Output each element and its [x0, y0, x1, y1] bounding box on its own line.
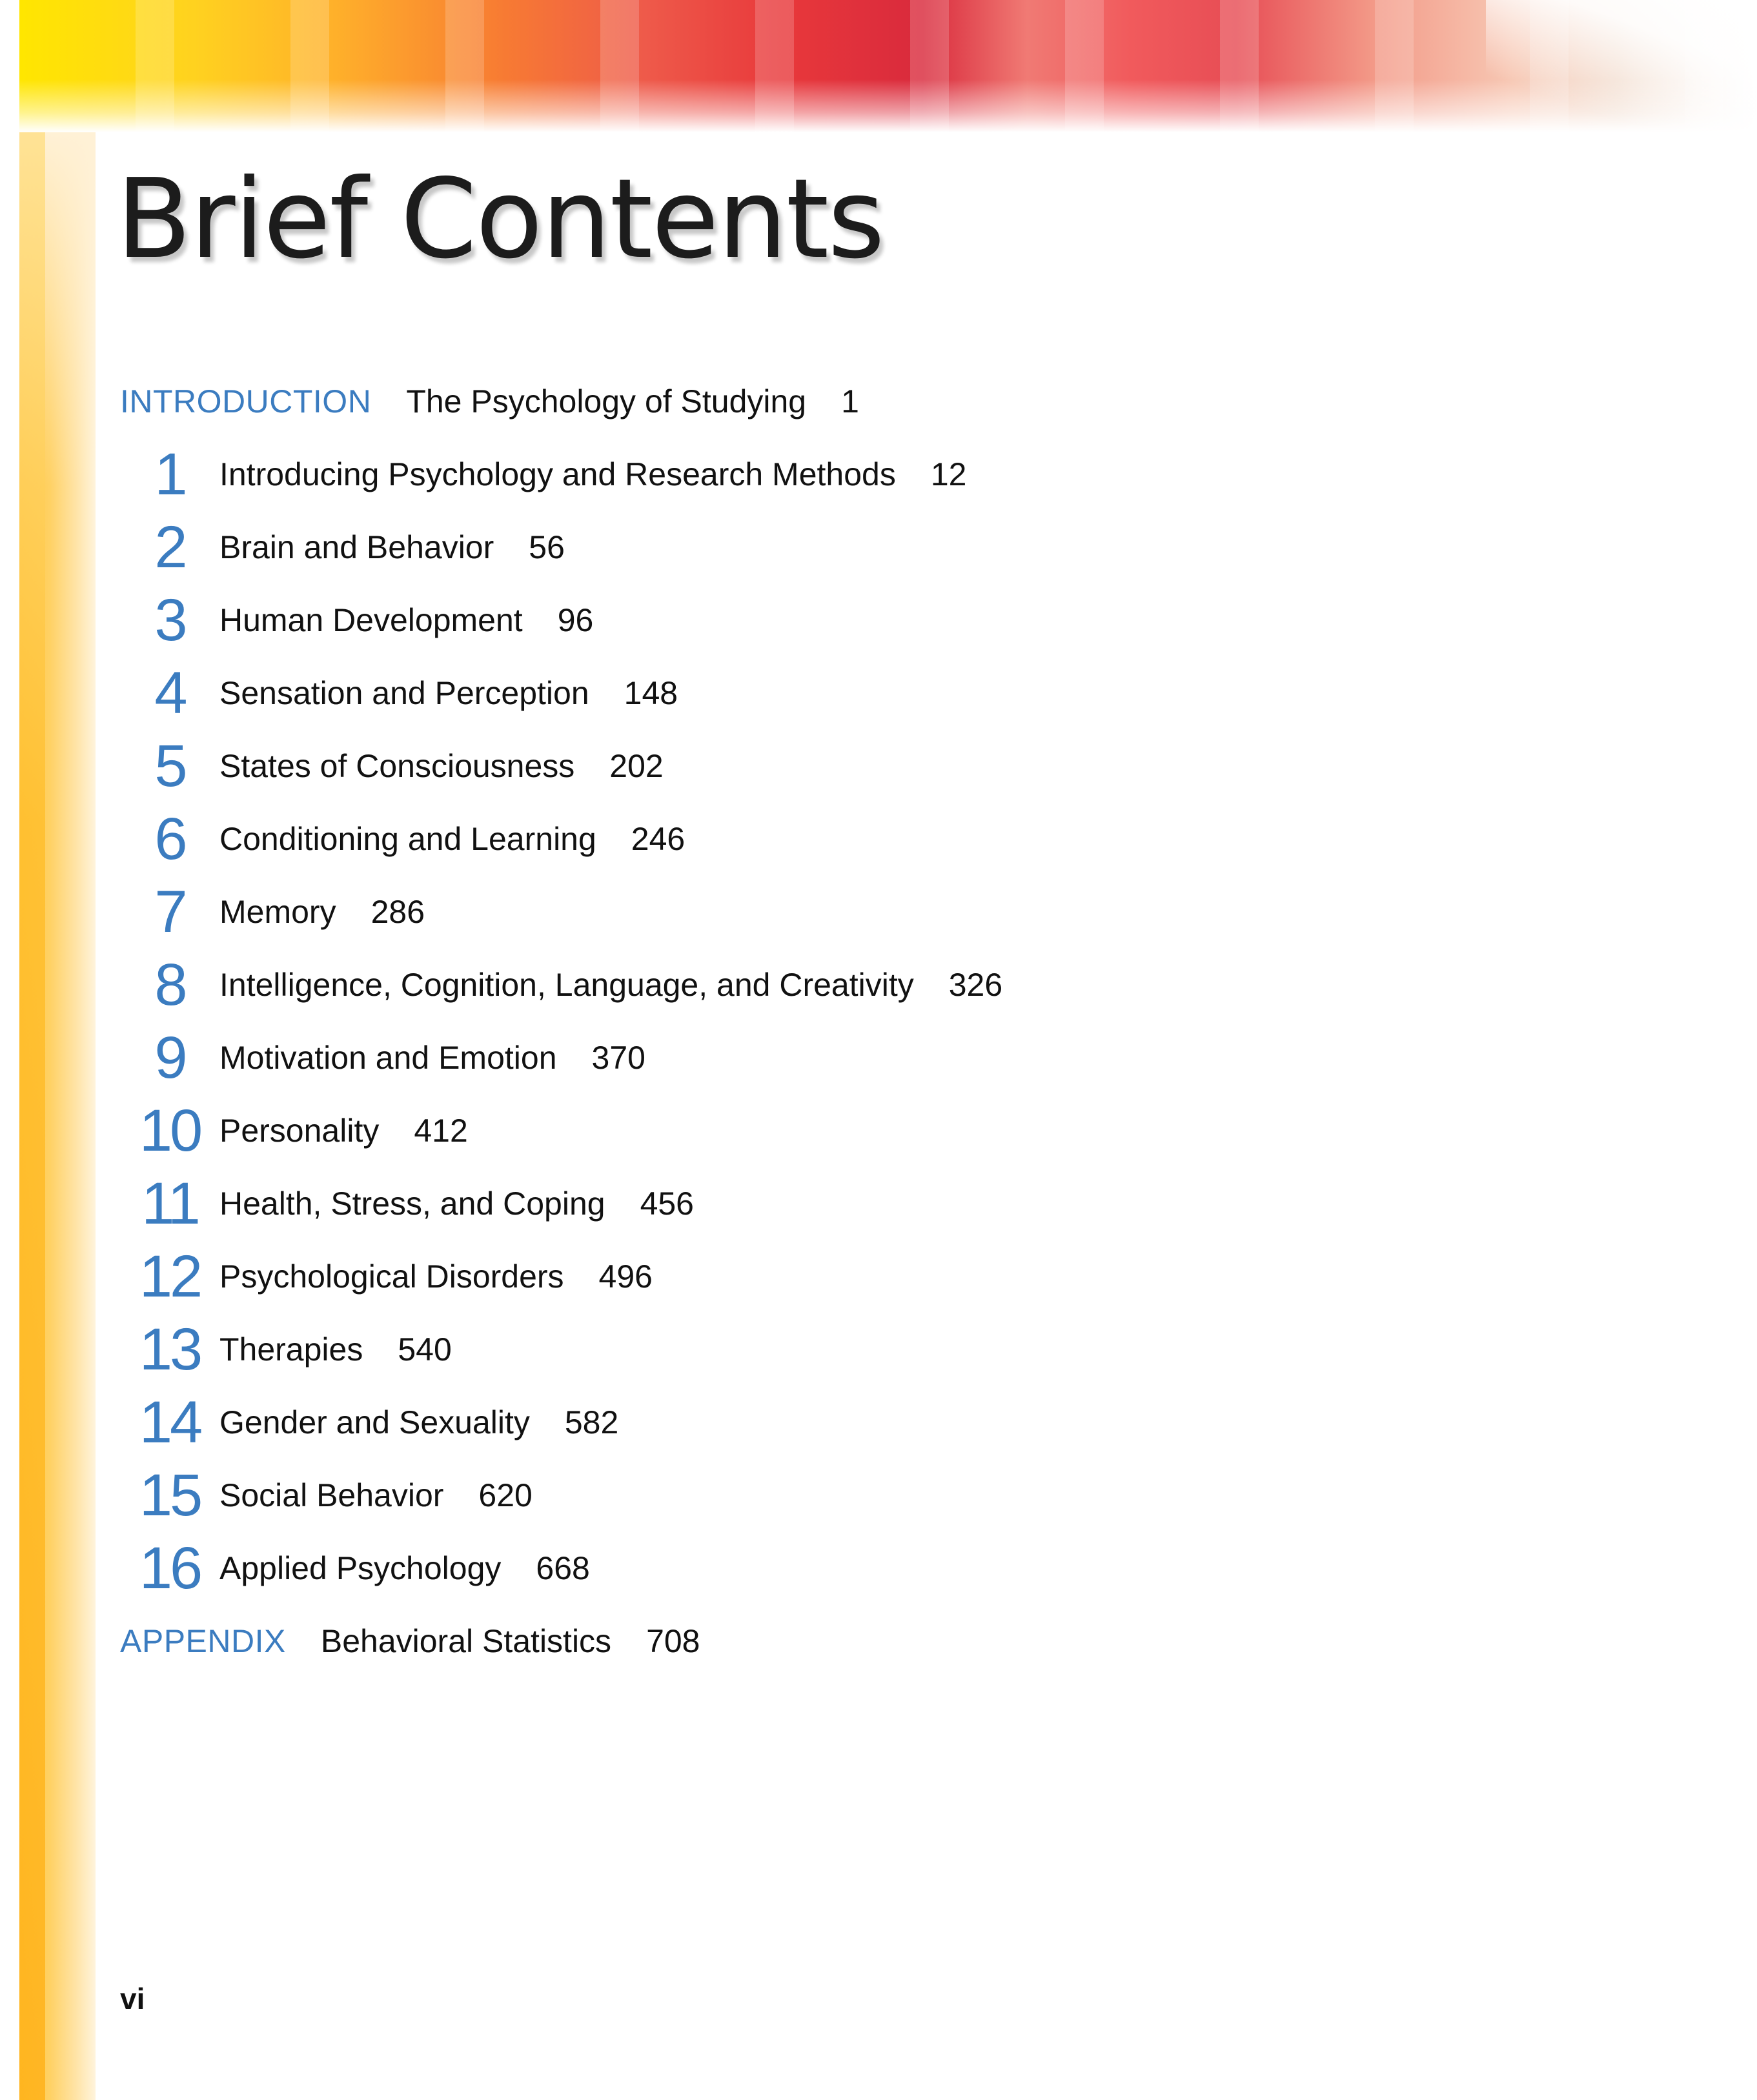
chapter-number: 12: [139, 1243, 201, 1309]
chapter-number: 6: [154, 805, 185, 872]
chapter-title: Memory: [219, 893, 336, 930]
introduction-page: 1: [841, 383, 859, 419]
chapter-title: Gender and Sexuality: [219, 1404, 530, 1440]
chapter-number: 3: [154, 587, 185, 653]
chapter-title: Psychological Disorders: [219, 1258, 564, 1295]
toc-appendix: [120, 1604, 1669, 1677]
chapter-page: 370: [591, 1039, 645, 1076]
chapter-number: 15: [139, 1462, 201, 1528]
chapter-title: Therapies: [219, 1331, 363, 1368]
chapter-page: 668: [536, 1550, 590, 1586]
chapter-title: Introducing Psychology and Research Methods: [219, 456, 896, 492]
chapter-page: 456: [640, 1185, 694, 1222]
chapter-page: 582: [564, 1404, 619, 1440]
toc-chapter: [120, 1531, 1669, 1604]
chapter-number: 7: [154, 878, 185, 945]
toc-chapter: [120, 656, 1669, 729]
toc-chapter: [120, 438, 1669, 510]
chapter-title: Brain and Behavior: [219, 529, 494, 565]
chapter-page: 246: [631, 820, 686, 857]
toc-chapter: [120, 875, 1669, 948]
chapter-title: Intelligence, Cognition, Language, and Creativity: [219, 966, 914, 1003]
appendix-page: 708: [646, 1622, 700, 1659]
toc-chapter: [120, 1167, 1669, 1240]
chapter-number: 4: [154, 660, 185, 726]
decorative-side-stripe: [19, 132, 96, 2100]
toc-chapter: [120, 1386, 1669, 1459]
toc-chapter: [120, 802, 1669, 875]
toc-introduction: [120, 365, 1669, 438]
page-title: Brief Contents: [116, 156, 884, 283]
chapter-title: Applied Psychology: [219, 1550, 502, 1586]
chapter-page: 286: [371, 893, 425, 930]
chapter-title: Human Development: [219, 601, 523, 638]
appendix-label: APPENDIX: [120, 1622, 286, 1659]
chapter-page: 540: [398, 1331, 452, 1368]
chapter-title: Social Behavior: [219, 1477, 444, 1513]
chapter-number: 13: [139, 1316, 201, 1382]
introduction-label: INTRODUCTION: [120, 383, 372, 419]
introduction-title: The Psychology of Studying: [406, 383, 807, 419]
toc-chapter: [120, 1094, 1669, 1167]
chapter-page: 148: [624, 674, 678, 711]
chapter-page: 496: [598, 1258, 653, 1295]
appendix-title: Behavioral Statistics: [320, 1622, 612, 1659]
toc-chapter: [120, 1459, 1669, 1531]
chapter-page: 326: [948, 966, 1003, 1003]
chapter-number: 10: [139, 1097, 201, 1164]
chapter-number: 8: [154, 951, 185, 1018]
toc-chapter: [120, 729, 1669, 802]
chapter-page: 12: [930, 456, 967, 492]
toc-chapter: [120, 510, 1669, 583]
chapter-number: 14: [139, 1389, 201, 1455]
table-of-contents: [120, 365, 1669, 1677]
toc-chapter: [120, 948, 1669, 1021]
chapter-number: 9: [154, 1024, 185, 1091]
chapter-title: Health, Stress, and Coping: [219, 1185, 605, 1222]
chapter-title: Motivation and Emotion: [219, 1039, 557, 1076]
chapter-number: 16: [139, 1535, 201, 1601]
decorative-banner: [19, 0, 1757, 132]
chapter-number: 2: [154, 514, 185, 580]
chapter-page: 202: [609, 747, 664, 784]
chapter-page: 620: [478, 1477, 533, 1513]
chapter-title: Sensation and Perception: [219, 674, 589, 711]
chapter-page: 412: [414, 1112, 468, 1149]
page-number: vi: [120, 1982, 145, 2015]
chapter-title: Personality: [219, 1112, 380, 1149]
chapter-page: 56: [529, 529, 565, 565]
toc-chapter: [120, 1240, 1669, 1313]
toc-chapter: [120, 1313, 1669, 1386]
chapter-page: 96: [557, 601, 594, 638]
chapter-title: States of Consciousness: [219, 747, 575, 784]
toc-chapter: [120, 1021, 1669, 1094]
toc-chapter: [120, 583, 1669, 656]
chapter-number: 1: [154, 441, 185, 507]
chapter-number: 5: [154, 732, 185, 799]
chapter-number: 11: [141, 1170, 198, 1237]
chapter-title: Conditioning and Learning: [219, 820, 596, 857]
